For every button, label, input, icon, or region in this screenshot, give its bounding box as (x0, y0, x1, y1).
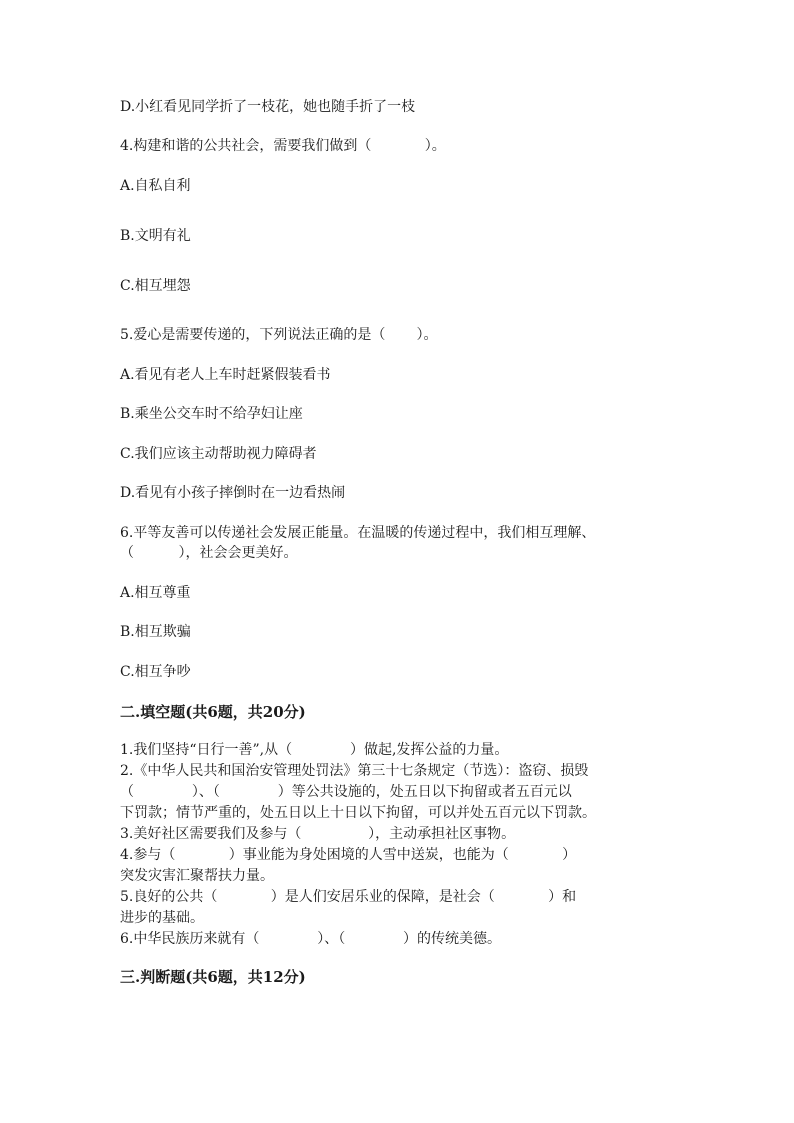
fill-section-heading: 二.填空题(共6题，共20分) (120, 703, 306, 721)
q6-stem-line2: （ ），社会会更美好。 (120, 545, 298, 561)
q5-option-d: D.看见有小孩子摔倒时在一边看热闹 (120, 485, 346, 501)
q4-stem: 4.构建和谐的公共社会，需要我们做到（ ）。 (120, 138, 446, 154)
q4-option-a: A.自私自利 (120, 178, 191, 194)
fill-line-9: 进步的基础。 (120, 910, 204, 926)
fill-line-4: 下罚款；情节严重的，处五日以上十日以下拘留，可以并处五百元以下罚款。 (120, 805, 596, 821)
q5-option-b: B.乘坐公交车时不给孕妇让座 (120, 406, 303, 422)
q6-option-a: A.相互尊重 (120, 585, 191, 601)
fill-line-8: 5.良好的公共（ ）是人们安居乐业的保障，是社会（ ）和 (120, 889, 577, 905)
fill-line-10: 6.中华民族历来就有（ ）、（ ）的传统美德。 (120, 931, 502, 947)
fill-line-3: （ ）、（ ）等公共设施的，处五日以下拘留或者五百元以 (120, 784, 572, 800)
q5-option-c: C.我们应该主动帮助视力障碍者 (120, 446, 317, 462)
q5-option-a: A.看见有老人上车时赶紧假装看书 (120, 367, 331, 383)
fill-line-6: 4.参与（ ）事业能为身处困境的人雪中送炭，也能为（ ） (120, 847, 577, 863)
q3-option-d: D.小红看见同学折了一枝花，她也随手折了一枝 (120, 99, 416, 115)
q6-stem-line1: 6.平等友善可以传递社会发展正能量。在温暖的传递过程中，我们相互理解、 (120, 525, 596, 541)
fill-line-2: 2.《中华人民共和国治安管理处罚法》第三十七条规定（节选）：盗窃、损毁 (120, 763, 589, 779)
judge-section-heading: 三.判断题(共6题，共12分) (120, 968, 306, 986)
q4-option-c: C.相互埋怨 (120, 278, 191, 294)
fill-line-1: 1.我们坚持“日行一善”,从（ ）做起,发挥公益的力量。 (120, 742, 509, 758)
q4-option-b: B.文明有礼 (120, 228, 191, 244)
q6-option-b: B.相互欺骗 (120, 624, 191, 640)
fill-line-7: 突发灾害汇聚帮扶力量。 (120, 868, 274, 884)
q6-option-c: C.相互争吵 (120, 664, 191, 680)
q5-stem: 5.爱心是需要传递的，下列说法正确的是（ ）。 (120, 327, 438, 343)
fill-line-5: 3.美好社区需要我们及参与（ ），主动承担社区事物。 (120, 826, 516, 842)
